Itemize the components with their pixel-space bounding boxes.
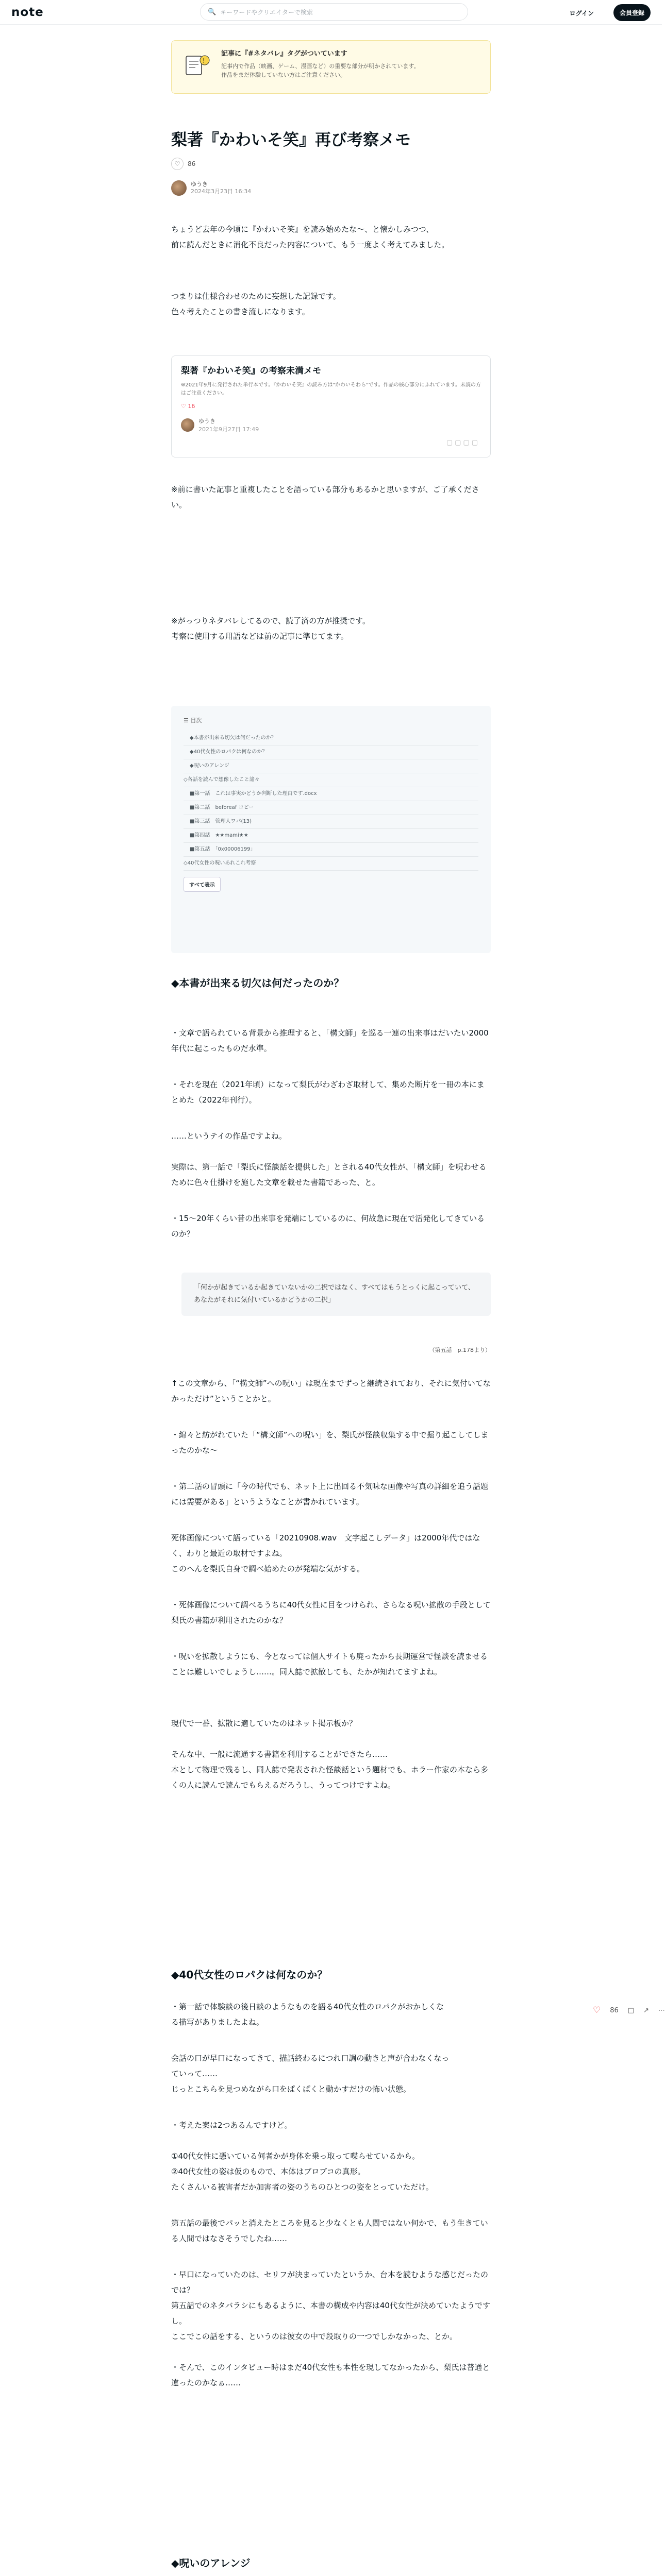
paragraph: ↑この文章から、「“構文師”への呪い」は現在までずっと継続されており、それに気付いてなかっただけ”ということかと。 xyxy=(171,1379,491,1403)
paragraph: 第五話の最後でパッと消えたところを見ると少なくとも人間ではない何かで、もう生きている人間ではなさそうでしたね…… xyxy=(171,2218,488,2243)
signup-button[interactable]: 会員登録 xyxy=(613,4,651,21)
toc-item[interactable]: ◇各話を読んで想像したこと諸々 xyxy=(184,773,478,787)
section-heading: ◆40代女性のロパクは何なのか？ xyxy=(171,1969,328,1981)
like-count: 86 xyxy=(188,160,196,167)
paragraph: ……というテイの作品ですよね。 xyxy=(171,1131,287,1141)
embedded-article-card[interactable] xyxy=(171,355,491,457)
author-avatar[interactable] xyxy=(171,180,187,196)
paragraph: ・文章で語られている背景から推理すると、「構文師」を巡る一連の出来事はだいたい2000年代に起こったものだ水準。 xyxy=(171,1028,489,1053)
paragraph: ・第二話の冒頭に「今の時代でも、ネット上に出回る不気味な画像や写真の詳細を追う話題には需要がある」というようなことが書かれています。 xyxy=(171,1482,489,1506)
toc-item[interactable]: ■第四話 ★★mami★★ xyxy=(184,829,478,843)
paragraph: ・早口になっていたのは、セリフが決まっていたというか、台本を読むような感じだったのでは？ 第五話でのネタバラシにもあるように、本書の構成や内容は40代女性が決めていたようですし。 ここでこの話をする、というのは彼女の中で段取りの一つでしかなかった、とか。 xyxy=(171,2270,490,2341)
paragraph: ・第一話で体験談の後日談のようなものを語る40代女性のロパクがおかしくなる描写がありましたよね。 xyxy=(171,2002,444,2027)
section-heading: ◆呪いのアレンジ xyxy=(171,2557,251,2569)
search-placeholder: キーワードやクリエイターで検索 xyxy=(220,8,313,16)
svg-text:!: ! xyxy=(203,57,205,64)
banner-desc: 記事内で作品（映画、ゲーム、漫画など）の重要な部分が明かされています。 作品をまだ体験していない方はご注意ください。 xyxy=(221,63,420,78)
toc-item[interactable]: ■第三話 管理人ワパ(13) xyxy=(184,815,478,829)
like-icon[interactable]: ♡ xyxy=(171,158,184,170)
comment-icon[interactable]: □ xyxy=(627,2006,635,2014)
quote-citation: （第五話 p.178より） xyxy=(429,1347,491,1353)
toc-item[interactable]: ■第二話 beforeaf コピー xyxy=(184,801,478,815)
card-author-avatar xyxy=(181,418,194,432)
article-title: 梨著『かわいそ笑』再び考察メモ xyxy=(171,131,411,149)
paragraph: 現代で一番、拡散に適していたのはネット掲示板か？ xyxy=(171,1719,357,1728)
toc-heading: ☰ 目次 xyxy=(184,717,202,724)
paragraph: 死体画像について語っている「20210908.wav 文字起こしデータ」は2000年代ではなく、わりと最近の取材ですよね。 このへんを梨氏自身で調べ始めたのが発端な気がする。 xyxy=(171,1533,480,1573)
card-title: 梨著『かわいそ笑』の考察未満メモ xyxy=(181,366,321,376)
card-thumbnail-icon: ▢▢▢▢ xyxy=(446,439,480,447)
section-heading: ◆本書が出来る切欠は何だったのか？ xyxy=(171,977,344,989)
toc-show-all-button[interactable]: すべて表示 xyxy=(184,877,221,892)
spoiler-illustration-icon xyxy=(183,50,212,79)
note-logo[interactable]: note xyxy=(11,5,44,19)
toc-item[interactable]: ■第五話 「0x00006199」 xyxy=(184,843,478,857)
blockquote: 「何かが起きているか起きていないかの二択ではなく、すべてはもうとっくに起こっていて、あなたがそれに気付いているかどうかの二択」 xyxy=(181,1273,491,1316)
card-author-name: ゆうき xyxy=(198,418,215,425)
more-menu-icon[interactable]: ⋯ xyxy=(658,2006,665,2014)
post-date: 2024年3月23日 16:34 xyxy=(191,188,252,195)
card-desc: ※2021年9月に発行された単行本です。『かわいそ笑』の読み方は"かわいそわら"です。作品の核心部分にふれています。未読の方はご注意ください。 xyxy=(181,382,481,396)
paragraph: ・それを現在（2021年頃）になって梨氏がわざわざ取材して、集めた断片を一冊の本にまとめた（2022年刊行）。 xyxy=(171,1080,485,1105)
card-likes: ♡ 16 xyxy=(181,403,195,410)
paragraph: 実際は、第一話で「梨氏に怪談話を提供した」とされる40代女性が、「構文師」を呪わせるために色々仕掛けを施した文章を載せた書籍であった、と。 xyxy=(171,1162,487,1187)
paragraph: ・死体画像について調べるうちに40代女性に目をつけられ、さらなる呪い拡散の手段として梨氏の書籍が利用されたのかな？ xyxy=(171,1600,491,1625)
paragraph: ・考えた案は2つあるんですけど。 xyxy=(171,2121,292,2130)
paragraph: ①40代女性に憑いている何者かが身体を乗っ取って喋らせているから。 ②40代女性の姿は仮のもので、本体はブロブコの真形。 たくさんいる被害者だか加害者の姿のうちのひとつの姿をとっていただけ。 xyxy=(171,2151,434,2192)
table-of-contents xyxy=(171,706,491,953)
login-button[interactable]: ログイン xyxy=(569,10,594,17)
search-input[interactable] xyxy=(200,3,468,21)
share-icon[interactable]: ↗ xyxy=(643,2006,649,2014)
paragraph: ・呪いを拡散しようにも、今となっては個人サイトも廃ったから長期運営で怪談を読ませることは難しいでしょうし……。同人誌で拡散しても、たかが知れてますよね。 xyxy=(171,1652,488,1676)
author-name[interactable]: ゆうき xyxy=(191,181,208,188)
paragraph: ・綿々と紡がれていた「“構文師”への呪い」を、梨氏が怪談収集する中で掘り起こしてしまったのかな〜 xyxy=(171,1430,489,1455)
search-icon: 🔍 xyxy=(208,8,217,16)
site-header xyxy=(0,0,662,25)
like-row xyxy=(171,158,491,170)
toc-item[interactable]: ■第一話 これは事実かどうか判断した理由です.docx xyxy=(184,787,478,801)
author-block xyxy=(171,180,491,196)
paragraph: ※前に書いた記事と重複したことを語っている部分もあるかと思いますが、ご了承ください。 xyxy=(171,485,479,510)
spoiler-banner xyxy=(171,40,491,94)
paragraph: ※がっつりネタバレしてるので、読了済の方が推奨です。 考察に使用する用語などは前の記事に準じてます。 xyxy=(171,616,370,641)
floating-action-bar xyxy=(593,2005,665,2015)
card-date: 2021年9月27日 17:49 xyxy=(198,426,259,433)
toc-item[interactable]: ◇40代女性の呪いあれこれ考察 xyxy=(184,857,478,871)
toc-item[interactable]: ◆本書が出来る切欠は何だったのか？ xyxy=(184,732,478,745)
paragraph: ・15〜20年くらい昔の出来事を発端にしているのに、何故急に現在で活発化してきているのか？ xyxy=(171,1214,485,1239)
like-heart-icon[interactable]: ♡ xyxy=(593,2005,601,2015)
toc-item[interactable]: ◆40代女性のロパクは何なのか？ xyxy=(184,745,478,759)
banner-title: 記事に『#ネタバレ』タグがついています xyxy=(221,50,347,58)
paragraph: ちょうど去年の今頃に『かわいそ笑』を読み始めたな〜、と懐かしみつつ、 前に読んだときに消化不良だった内容について、もう一度よく考えてみました。 xyxy=(171,225,450,249)
paragraph: 会話の口が早口になってきて、描話終わるにつれ口調の動きと声が合わなくなっていって…… じっとこちらを見つめながら口をぱくぱくと動かすだけの怖い状態。 xyxy=(171,2054,450,2094)
toc-item[interactable]: ◆呪いのアレンジ xyxy=(184,759,478,773)
side-like-count: 86 xyxy=(610,2006,619,2014)
paragraph: ・そんで、このインタビュー時はまだ40代女性も本性を現してなかったから、梨氏は普通と違ったのかなぁ…… xyxy=(171,2363,490,2387)
card-author xyxy=(181,417,481,433)
paragraph: つまりは仕様合わせのために妄想した記録です。 色々考えたことの書き流しになります。 xyxy=(171,292,341,316)
paragraph: そんな中、一般に流通する書籍を利用することができたら…… 本として物理で残るし、同人誌で発表された怪談話という題材でも、ホラー作家の本なら多くの人に読んで読んでもらえるだろうし、うってつけですよね。 xyxy=(171,1750,489,1790)
